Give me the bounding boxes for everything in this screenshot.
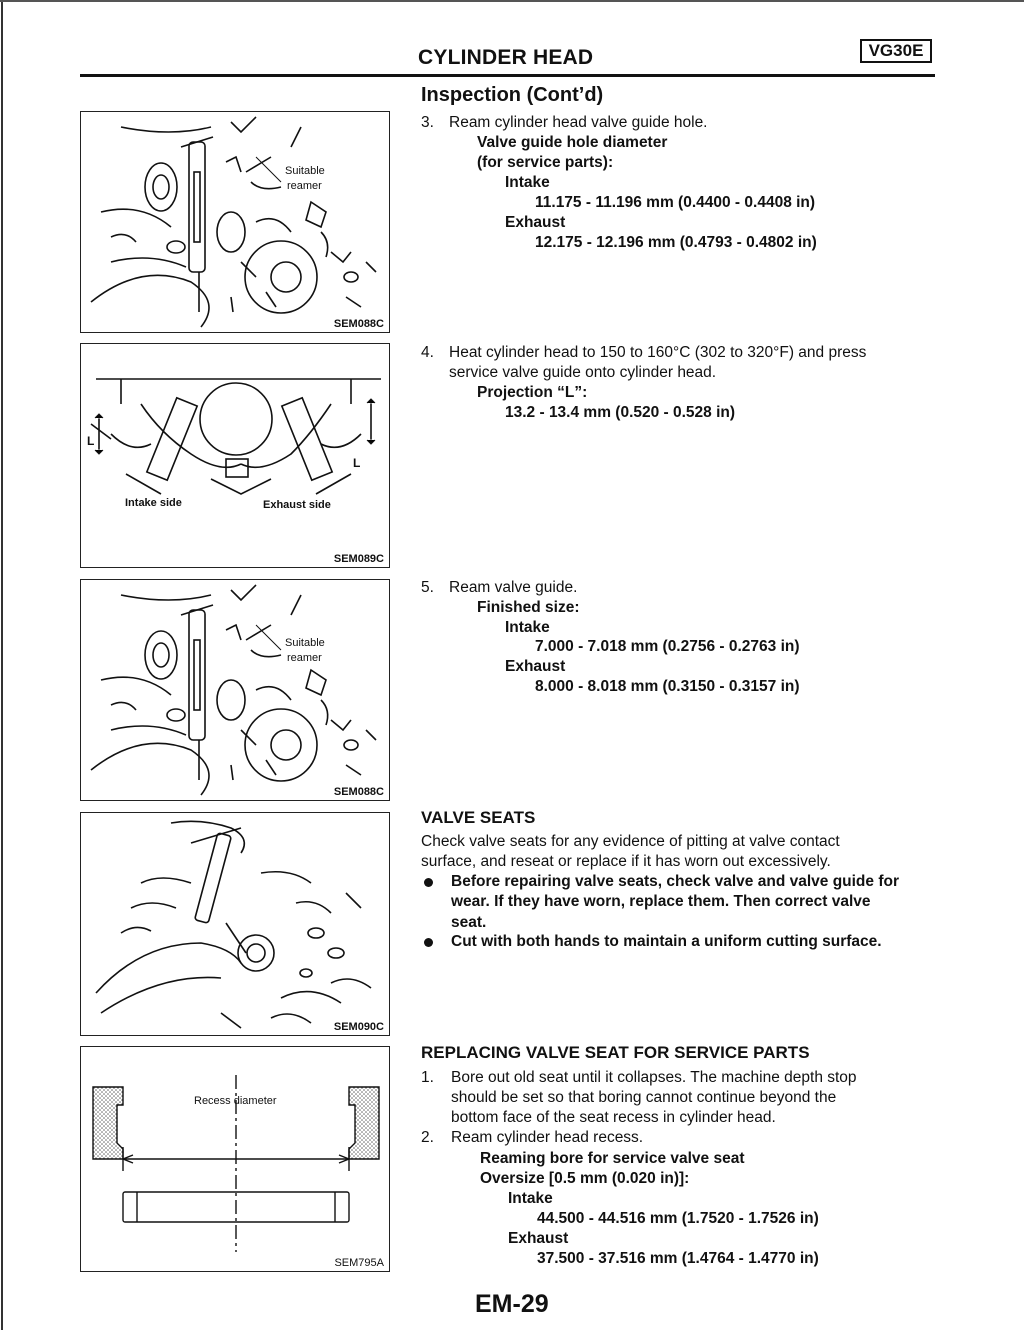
step5-spec-title: Finished size: [477,599,580,616]
replacing-step1-number: 1. [421,1069,434,1086]
replacing-exhaust-label: Exhaust [508,1230,569,1247]
figure-reamer-valve-guide-hole [80,111,390,333]
bullet1-line1: Before repairing valve seats, check valve and valve guide for [451,873,899,890]
recess-diameter-label: Recess diameter [194,1095,277,1107]
step3-spec-title-2: (for service parts): [477,154,614,171]
step4-spec-title: Projection “L”: [477,384,588,401]
reamer-illustration [81,112,390,333]
step3-exhaust-label: Exhaust [505,214,566,231]
intake-side-label: Intake side [125,497,182,509]
reamer-label-2-line2: reamer [287,652,322,664]
step5-intake-value: 7.000 - 7.018 mm (0.2756 - 0.2763 in) [535,638,800,655]
step3-intake-label: Intake [505,174,550,191]
figure-valve-seat-cutter [80,812,390,1036]
recess-diameter-illustration [81,1047,390,1272]
step5-number: 5. [421,579,434,596]
page-title: CYLINDER HEAD [418,46,594,69]
replacing-step2-number: 2. [421,1129,434,1146]
replacing-heading: REPLACING VALVE SEAT FOR SERVICE PARTS [421,1043,810,1062]
valve-seats-heading: VALVE SEATS [421,808,536,827]
replacing-step1-line2: should be set so that boring cannot continue beyond the [451,1089,837,1106]
bullet1-line2: wear. If they have worn, replace them. Then correct valve [451,893,871,910]
section-heading: Inspection (Cont’d) [421,84,604,106]
bullet-2 [424,938,433,947]
replacing-intake-value: 44.500 - 44.516 mm (1.7520 - 1.7526 in) [537,1210,819,1227]
replacing-step2-text: Ream cylinder head recess. [451,1129,644,1146]
seat-cutter-illustration [81,813,390,1036]
replacing-spec-title-2: Oversize [0.5 mm (0.020 in)]: [480,1170,690,1187]
valve-seats-para-line2: surface, and reseat or replace if it has worn out excessively. [421,853,831,870]
figure-recess-diameter [80,1046,390,1272]
figure-code-fig2: SEM089C [333,553,384,565]
page-border-top [0,0,1024,2]
step5-text: Ream valve guide. [449,579,578,596]
page-border-left [1,0,3,1330]
projection-l-left: L [87,434,95,448]
step3-exhaust-value: 12.175 - 12.196 mm (0.4793 - 0.4802 in) [535,234,817,251]
replacing-step1-line1: Bore out old seat until it collapses. The machine depth stop [451,1069,857,1086]
reamer-label-2-line1: Suitable [285,637,325,649]
figure-code-fig4: SEM090C [333,1021,384,1033]
figure-reamer-valve-guide [80,579,390,801]
projection-l-right: L [353,456,361,470]
replacing-intake-label: Intake [508,1190,553,1207]
bullet-1 [424,878,433,887]
step5-intake-label: Intake [505,619,550,636]
figure-code-fig3: SEM088C [333,786,384,798]
step4-text-line2: service valve guide onto cylinder head. [449,364,717,381]
step4-text-line1: Heat cylinder head to 150 to 160°C (302 to 320°F) and press [449,344,867,361]
figure-guide-projection [80,343,390,568]
bullet1-line3: seat. [451,914,487,931]
figure-code-fig5: SEM795A [334,1257,384,1269]
replacing-spec-title-1: Reaming bore for service valve seat [480,1150,745,1167]
header-rule [80,74,935,77]
reamer-label-line1: Suitable [285,165,325,177]
step4-value: 13.2 - 13.4 mm (0.520 - 0.528 in) [505,404,736,421]
step3-text: Ream cylinder head valve guide hole. [449,114,708,131]
step5-exhaust-value: 8.000 - 8.018 mm (0.3150 - 0.3157 in) [535,678,800,695]
replacing-step1-line3: bottom face of the seat recess in cylinder head. [451,1109,776,1126]
exhaust-side-label: Exhaust side [263,499,331,511]
replacing-exhaust-value: 37.500 - 37.516 mm (1.4764 - 1.4770 in) [537,1250,819,1267]
bullet2-text: Cut with both hands to maintain a uniform cutting surface. [451,933,882,950]
figure-code-fig1: SEM088C [333,318,384,330]
step3-number: 3. [421,114,434,131]
page-number: EM-29 [475,1290,549,1318]
step4-number: 4. [421,344,434,361]
cross-section-illustration [81,344,390,568]
step3-intake-value: 11.175 - 11.196 mm (0.4400 - 0.4408 in) [535,194,816,211]
step5-exhaust-label: Exhaust [505,658,566,675]
reamer-label-line2: reamer [287,180,322,192]
reamer-illustration-2 [81,580,390,801]
valve-seats-para-line1: Check valve seats for any evidence of pitting at valve contact [421,833,840,850]
engine-code-badge: VG30E [860,39,932,63]
step3-spec-title-1: Valve guide hole diameter [477,134,668,151]
